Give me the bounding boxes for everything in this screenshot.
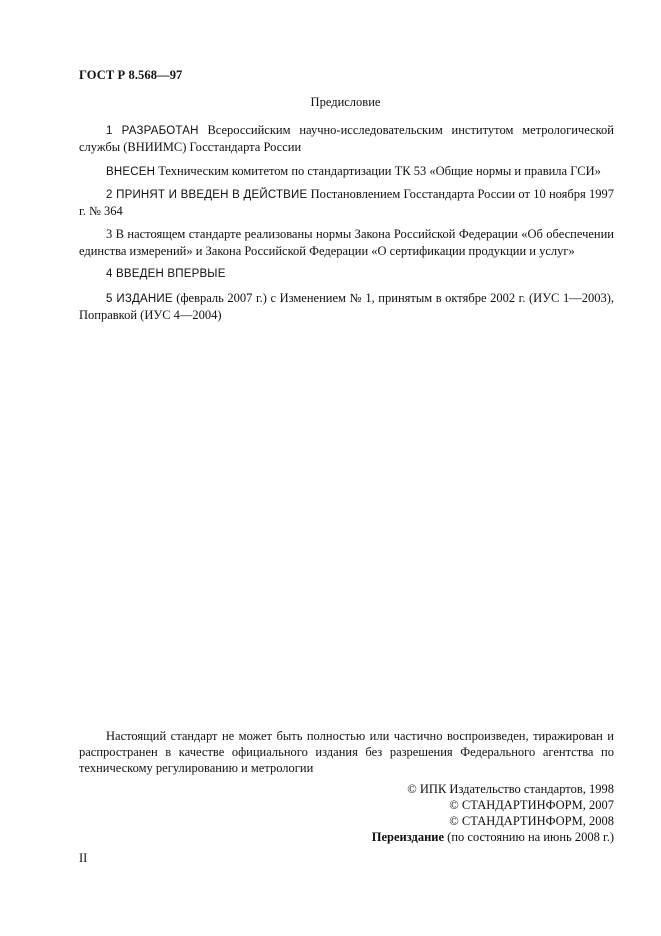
preface-item-text: (февраль 2007 г.) с Изменением № 1, принятым в октябре 2002 г. (ИУС 1—2003), Поправкой (ИУС 4—2004) bbox=[79, 291, 614, 322]
preface-item-lead: 5 ИЗДАНИЕ bbox=[106, 293, 173, 305]
reprint-label: Переиздание bbox=[371, 830, 445, 844]
preface-item-text: Всероссийским научно-исследовательским институтом метрологической службы (ВНИИМС) Госстандарта России bbox=[79, 123, 614, 154]
preface-item-text: 3 В настоящем стандарте реализованы нормы Закона Российской Федерации «Об обеспечении единства измерений» и Закона Российской Федерации «О сертификации продукции и услуг» bbox=[79, 227, 614, 258]
preface-item-adopted bbox=[79, 186, 614, 219]
standard-identifier: ГОСТ Р 8.568—97 bbox=[79, 68, 183, 82]
preface-title: Предисловие bbox=[310, 95, 381, 109]
page-number: II bbox=[79, 851, 88, 865]
copyright-line: © СТАНДАРТИНФОРМ, 2007 bbox=[449, 798, 614, 812]
preface-item-text: Техническим комитетом по стандартизации ТК 53 «Общие нормы и правила ГСИ» bbox=[155, 164, 601, 178]
preface-item-lead: 4 ВВЕДЕН ВПЕРВЫЕ bbox=[106, 268, 226, 280]
copyright-line: © СТАНДАРТИНФОРМ, 2008 bbox=[449, 814, 614, 828]
preface-item-edition bbox=[79, 290, 614, 323]
copyright-line: © ИПК Издательство стандартов, 1998 bbox=[407, 782, 614, 796]
preface-item-text: Постановлением Госстандарта России от 10 ноября 1997 г. № 364 bbox=[79, 187, 615, 218]
preface-item-first-introduced bbox=[79, 265, 614, 282]
reprint-line bbox=[372, 829, 614, 845]
preface-item-lead: 2 ПРИНЯТ И ВВЕДЕН В ДЕЙСТВИЕ bbox=[106, 189, 308, 201]
preface-item-lead: ВНЕСЕН bbox=[106, 166, 156, 178]
preface-item-developed bbox=[79, 122, 614, 155]
preface-item-norms bbox=[79, 226, 614, 259]
preface-item-submitted bbox=[79, 163, 614, 180]
reproduction-notice: Настоящий стандарт не может быть полностью или частично воспроизведен, тиражирован и распространен в качестве официального издания без разрешения Федерального агентства по техническому регулированию и метрологии bbox=[79, 729, 614, 775]
copyright-block bbox=[372, 781, 614, 845]
preface-item-lead: 1 РАЗРАБОТАН bbox=[106, 125, 199, 137]
reprint-text: (по состоянию на июнь 2008 г.) bbox=[444, 830, 614, 844]
